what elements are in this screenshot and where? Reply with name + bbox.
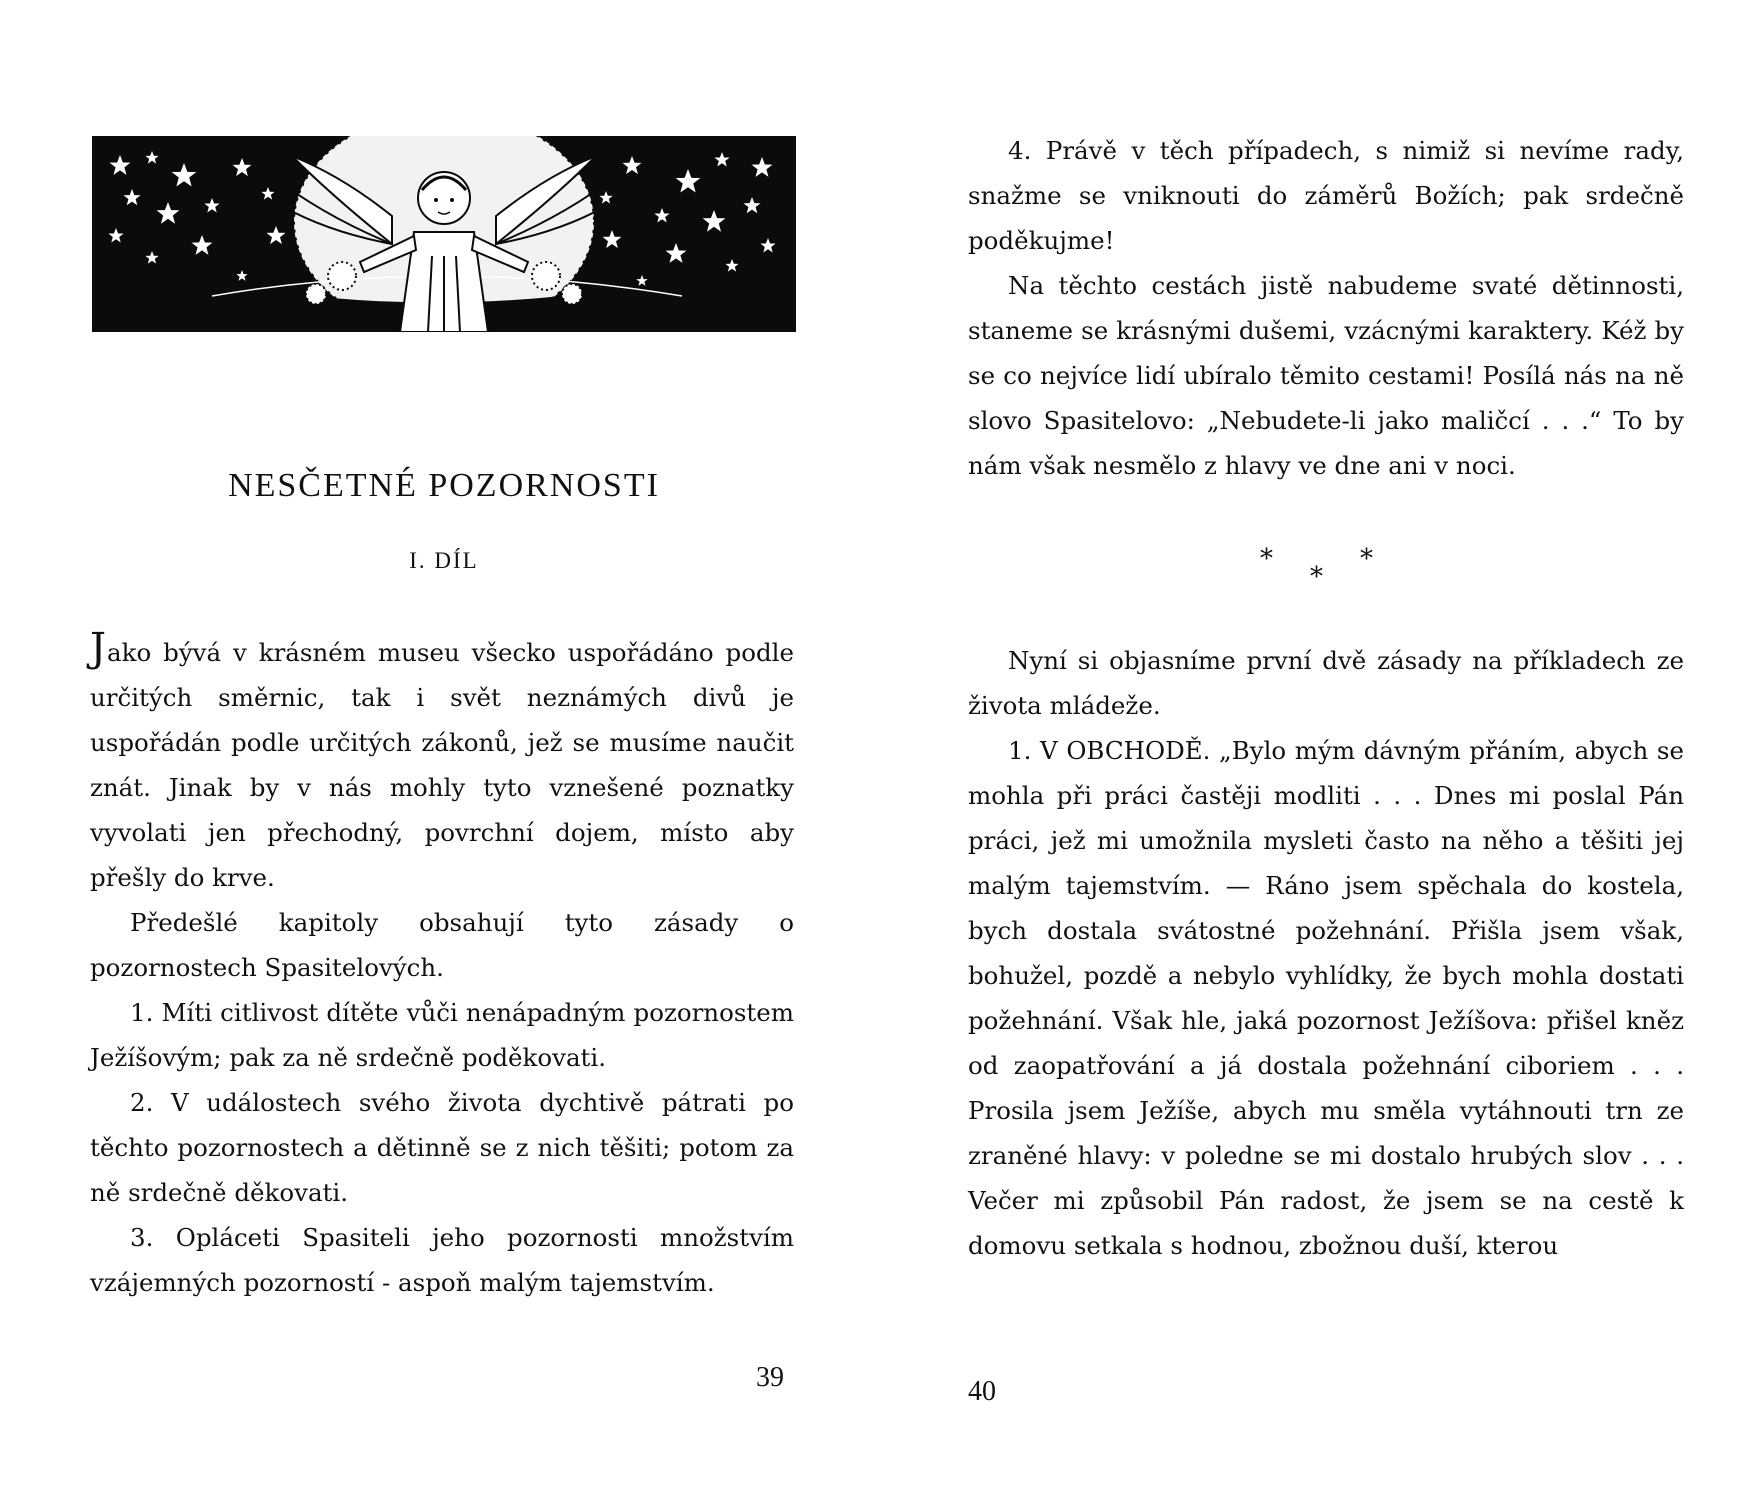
chapter-title: NESČETNÉ POZORNOSTI <box>228 466 660 504</box>
angel-stars-icon <box>92 136 796 332</box>
paragraph: 2. V událostech svého života dychtivě pátrati po těchto pozornostech a dětinně se z nich těšiti; potom za ně srdečně děkovati. <box>90 1088 794 1207</box>
paragraph: Předešlé kapitoly obsahují tyto zásady o pozornostech Spasitelových. <box>90 908 794 982</box>
paragraph: Jako bývá v krásném museu všecko uspořádáno podle určitých směrnic, tak i svět neznámých divů je uspořádán podle určitých zákonů, jež se musíme naučit znát. Jinak by v nás mohly tyto vznešené poznatky vyvolati jen přechodný, povrchní dojem, místo aby přešly do krve. <box>90 625 794 892</box>
right-body-text-top <box>968 128 1684 488</box>
right-body-text-bottom <box>968 638 1684 1268</box>
asterisk: * <box>1260 544 1273 574</box>
page-number: 39 <box>756 1362 784 1393</box>
page-number: 40 <box>968 1376 996 1407</box>
paragraph: Nyní si objasníme první dvě zásady na příkladech ze života mládeže. <box>968 646 1684 720</box>
section-separator <box>1260 544 1460 592</box>
paragraph: 4. Právě v těch případech, s nimiž si nevíme rady, snažme se vniknouti do záměrů Božích; pak srdečně poděkujme! <box>968 136 1684 255</box>
left-body-text <box>90 625 794 1305</box>
asterisk: * <box>1360 544 1373 574</box>
paragraph: 3. Opláceti Spasiteli jeho pozornosti množstvím vzájemných pozorností - aspoň malým tajemstvím. <box>90 1223 794 1297</box>
drop-initial: J <box>90 625 107 671</box>
paragraph: Na těchto cestách jistě nabudeme svaté dětinnosti, staneme se krásnými dušemi, vzácnými karaktery. Kéž by se co nejvíce lidí ubíralo těmito cestami! Posílá nás na ně slovo Spasitelovo: „Nebudete-li jako maličcí . . .“ To by nám však nesmělo z hlavy ve dne ani v noci. <box>968 271 1684 480</box>
angel-vignette <box>92 136 796 332</box>
part-title: I. DÍL <box>409 548 479 573</box>
asterisk: * <box>1310 562 1323 592</box>
right-page <box>880 0 1760 1500</box>
paragraph: 1. Míti citlivost dítěte vůči nenápadným pozornostem Ježíšovým; pak za ně srdečně poděkovati. <box>90 998 794 1072</box>
paragraph: 1. V OBCHODĚ. „Bylo mým dávným přáním, abych se mohla při práci častěji modliti . . . Dnes mi poslal Pán práci, jež mi umožnila mysleti často na něho a těšiti jej malým tajemstvím. — Ráno jsem spěchala do kostela, bych dostala svátostné požehnání. Přišla jsem však, bohužel, pozdě a nebylo vyhlídky, že bych mohla dostati požehnání. Však hle, jaká pozornost Ježíšova: přišel kněz od zaopatřování a já dostala požehnání ciboriem . . . Prosila jsem Ježíše, abych mu směla vytáhnouti trn ze zraněné hlavy: v poledne se mi dostalo hrubých slov . . . Večer mi způsobil Pán radost, že jsem se na cestě k domovu setkala s hodnou, zbožnou duší, kterou <box>968 736 1684 1260</box>
